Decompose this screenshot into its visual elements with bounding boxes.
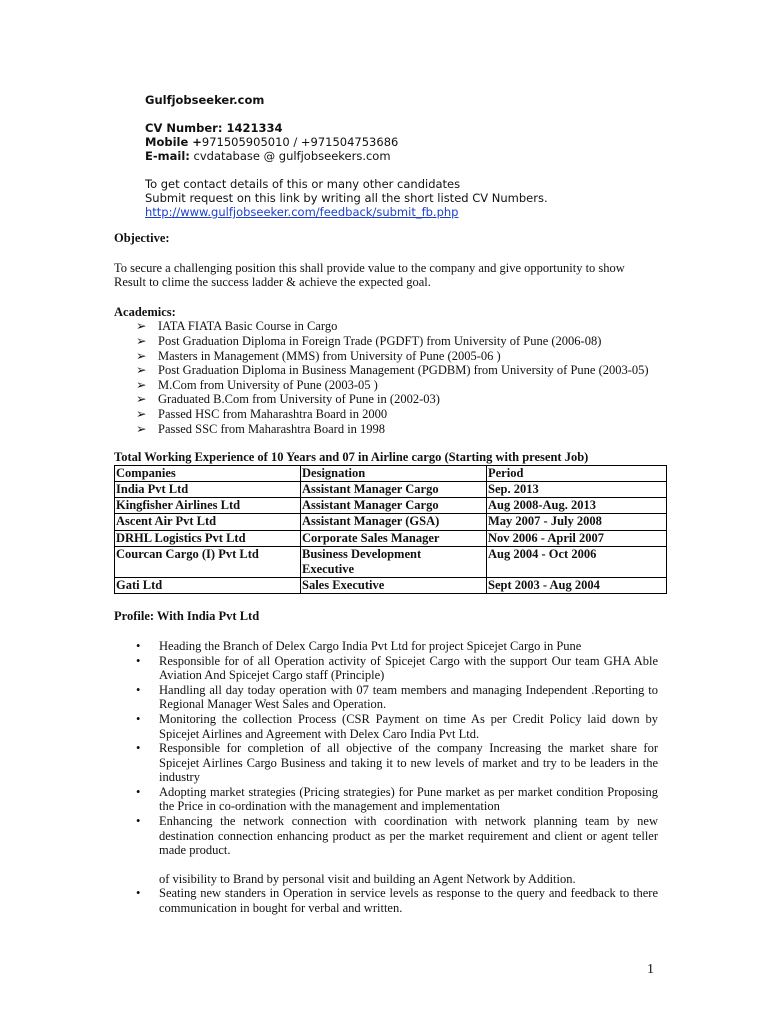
academic-item-text: Post Graduation Diploma in Business Management (PGDBM) from University of Pune (2003-05): [158, 363, 649, 378]
table-cell: Assistant Manager Cargo: [301, 481, 487, 497]
mobile-line: [145, 135, 705, 149]
table-cell: Sep. 2013: [487, 481, 667, 497]
arrow-bullet-icon: ➢: [136, 421, 147, 436]
academic-item-text: M.Com from University of Pune (2003-05 ): [158, 377, 378, 392]
table-cell: May 2007 - July 2008: [487, 514, 667, 530]
list-item: [136, 363, 659, 378]
table-cell: Assistant Manager (GSA): [301, 514, 487, 530]
table-cell: Assistant Manager Cargo: [301, 498, 487, 514]
cv-number: CV Number: 1421334: [145, 121, 283, 135]
table-header-row: [115, 465, 667, 481]
table-cell: Kingfisher Airlines Ltd: [115, 498, 301, 514]
bullet-icon: •: [136, 784, 141, 799]
mobile-value: 971505905010 / +971504753686: [201, 135, 399, 149]
email-label: E-mail:: [145, 149, 190, 163]
list-item: [136, 392, 659, 407]
profile-orphan-line: of visibility to Brand by personal visit and building an Agent Network by Addition.: [159, 871, 576, 886]
contact-line-2: Submit request on this link by writing all the short listed CV Numbers.: [145, 191, 548, 205]
email-line: [145, 149, 705, 163]
table-header-cell: Designation: [301, 465, 487, 481]
experience-table: [114, 465, 667, 595]
profile-item-text: Adopting market strategies (Pricing strategies) for Pune market as per market condition Proposing the Price in co-ordination with the management and implementation: [159, 784, 658, 814]
list-item: [136, 886, 658, 915]
table-cell: Sales Executive: [301, 578, 487, 594]
table-cell: Corporate Sales Manager: [301, 530, 487, 546]
academic-item-text: Masters in Management (MMS) from University of Pune (2005-06 ): [158, 348, 501, 363]
contact-line-1: To get contact details of this or many other candidates: [145, 177, 461, 191]
list-item: [136, 683, 658, 712]
academic-item-text: Post Graduation Diploma in Foreign Trade (PGDFT) from University of Pune (2006-08): [158, 333, 602, 348]
arrow-bullet-icon: ➢: [136, 392, 147, 407]
table-cell: Sept 2003 - Aug 2004: [487, 578, 667, 594]
profile-list-continued: [114, 886, 658, 915]
objective-title: Objective:: [114, 231, 170, 245]
table-row: [115, 530, 667, 546]
academics-list: [114, 319, 659, 436]
table-cell: Business Development Executive: [301, 546, 487, 577]
table-row: [115, 578, 667, 594]
feedback-link[interactable]: http://www.gulfjobseeker.com/feedback/submit_fb.php: [145, 205, 459, 219]
list-item: [136, 319, 659, 334]
academic-item-text: IATA FIATA Basic Course in Cargo: [158, 319, 338, 334]
list-item: [136, 349, 659, 364]
arrow-bullet-icon: ➢: [136, 406, 147, 421]
table-cell: Gati Ltd: [115, 578, 301, 594]
bullet-icon: •: [136, 638, 141, 653]
profile-item-text: Monitoring the collection Process (CSR Payment on time As per Credit Policy laid down by Spicejet Airlines and Agreement with Delex Caro India Pvt Ltd.: [159, 711, 658, 741]
bullet-icon: •: [136, 741, 141, 756]
bullet-icon: •: [136, 814, 141, 829]
experience-title: Total Working Experience of 10 Years and 07 in Airline cargo (Starting with present Job): [114, 450, 589, 465]
academics-title: Academics:: [114, 304, 176, 319]
table-cell: Nov 2006 - April 2007: [487, 530, 667, 546]
bullet-icon: •: [136, 711, 141, 726]
mobile-label: Mobile +: [145, 135, 202, 149]
bullet-icon: •: [136, 886, 141, 901]
profile-item-text: Handling all day today operation with 07 team members and managing Independent .Reporting to Regional Manager West Sales and Operation.: [159, 682, 658, 712]
arrow-bullet-icon: ➢: [136, 319, 147, 334]
table-row: [115, 546, 667, 577]
arrow-bullet-icon: ➢: [136, 333, 147, 348]
email-value: cvdatabase @ gulfjobseekers.com: [189, 149, 391, 163]
cv-header: [145, 93, 705, 219]
table-header-cell: Companies: [115, 465, 301, 481]
list-item: [136, 712, 658, 741]
table-cell: DRHL Logistics Pvt Ltd: [115, 530, 301, 546]
table-cell: Aug 2004 - Oct 2006: [487, 546, 667, 577]
page-number: 1: [647, 962, 654, 977]
list-item: [136, 741, 658, 785]
table-cell: Courcan Cargo (I) Pvt Ltd: [115, 546, 301, 577]
arrow-bullet-icon: ➢: [136, 377, 147, 392]
list-item: [136, 334, 659, 349]
profile-item-text: Enhancing the network connection with coordination with network planning team by new destination connection enhancing product as per the market requirement and client or agent teller made product.: [159, 814, 658, 858]
list-item: [136, 654, 658, 683]
profile-item-text: Responsible for completion of all objective of the company Increasing the market share for Spicejet Airlines Cargo Business and taking it to new levels of market and try to be leaders in the industry: [159, 741, 658, 785]
table-row: [115, 481, 667, 497]
bullet-icon: •: [136, 653, 141, 668]
table-row: [115, 514, 667, 530]
profile-title: Profile: With India Pvt Ltd: [114, 609, 260, 624]
list-item: [136, 378, 659, 393]
profile-item-text: Seating new standers in Operation in service levels as response to the query and feedback to there communication in bought for verbal and written.: [159, 886, 658, 916]
cv-body: [114, 231, 659, 916]
objective-text: To secure a challenging position this shall provide value to the company and give opportunity to show Result to clime the success ladder & achieve the expected goal.: [114, 260, 625, 290]
list-item: [136, 785, 658, 814]
profile-item-text: Heading the Branch of Delex Cargo India Pvt Ltd for project Spicejet Cargo in Pune: [159, 638, 582, 653]
table-cell: Ascent Air Pvt Ltd: [115, 514, 301, 530]
bullet-icon: •: [136, 682, 141, 697]
table-cell: Aug 2008-Aug. 2013: [487, 498, 667, 514]
list-item: [136, 639, 658, 654]
table-row: [115, 498, 667, 514]
academic-item-text: Graduated B.Com from University of Pune in (2002-03): [158, 392, 440, 407]
arrow-bullet-icon: ➢: [136, 363, 147, 378]
academic-item-text: Passed SSC from Maharashtra Board in 1998: [158, 421, 386, 436]
academic-item-text: Passed HSC from Maharashtra Board in 2000: [158, 406, 388, 421]
profile-item-text: Responsible for of all Operation activity of Spicejet Cargo with the support Our team GHA Able Aviation And Spicejet Cargo staff (Principle): [159, 653, 658, 683]
list-item: [136, 422, 659, 437]
arrow-bullet-icon: ➢: [136, 348, 147, 363]
site-name: Gulfjobseeker.com: [145, 93, 265, 107]
list-item: [136, 407, 659, 422]
table-header-cell: Period: [487, 465, 667, 481]
list-item: [136, 814, 658, 858]
profile-list: [114, 639, 658, 858]
table-cell: India Pvt Ltd: [115, 481, 301, 497]
